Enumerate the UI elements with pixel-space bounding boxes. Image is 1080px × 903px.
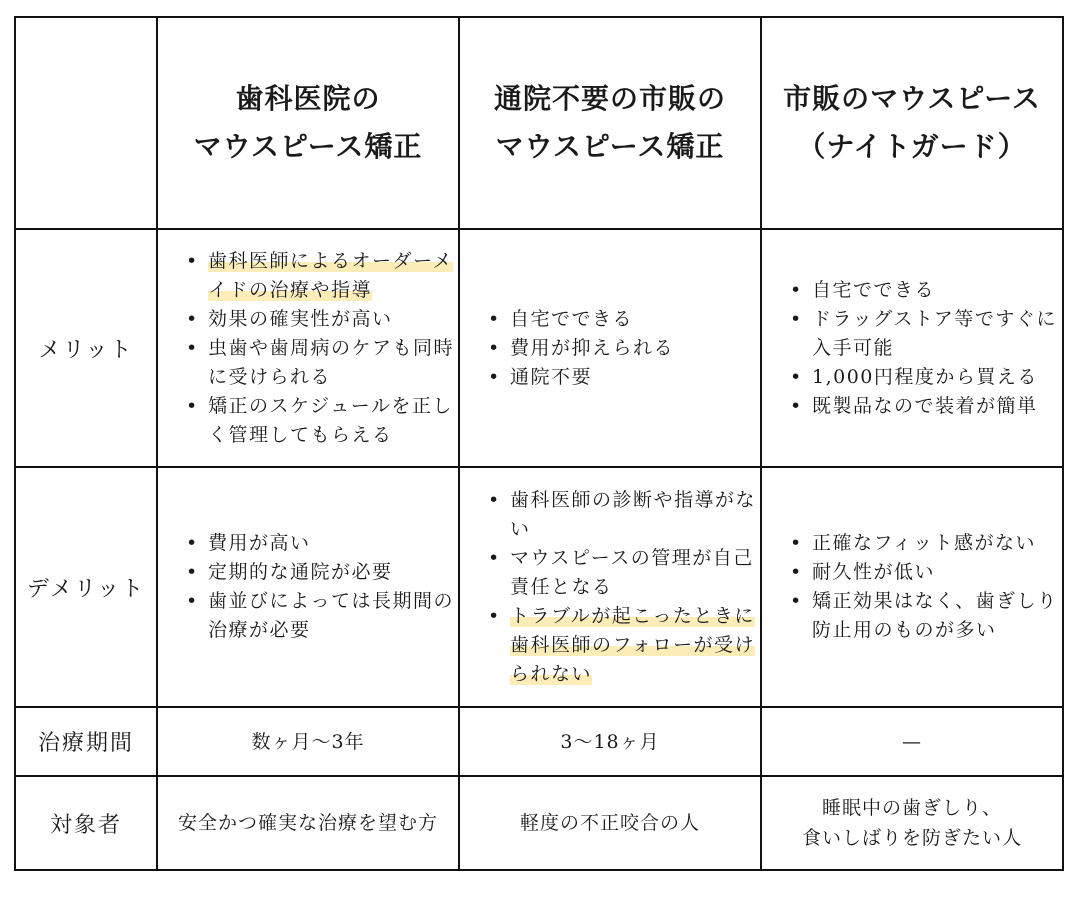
bullet-item	[186, 334, 458, 392]
column-header-night-guard	[761, 17, 1063, 229]
cell-text: 数ヶ月〜3年	[251, 730, 365, 753]
cell-text: 3〜18ヶ月	[560, 730, 660, 753]
bullet-list	[158, 247, 458, 450]
bullet-item	[790, 558, 1062, 587]
row-label-target: 対象者	[15, 776, 157, 870]
row-label-demerit: デメリット	[15, 467, 157, 707]
merit-cell-commercial-aligner	[459, 229, 761, 467]
cell-text: —	[902, 730, 922, 753]
target-cell-commercial-aligner	[459, 776, 761, 870]
period-row	[15, 707, 1063, 776]
bullet-item	[790, 529, 1062, 558]
target-cell-night-guard	[761, 776, 1063, 870]
bullet-item	[488, 363, 760, 392]
bullet-text: 虫歯や歯周病のケアも同時に受けられる	[208, 336, 455, 388]
bullet-text: 自宅でできる	[812, 278, 936, 301]
cell-text: 睡眠中の歯ぎしり、	[821, 797, 1002, 819]
bullet-text: 定期的な通院が必要	[208, 561, 393, 583]
comparison-table	[14, 16, 1064, 871]
column-header-line: 市販のマウスピース	[783, 82, 1041, 115]
bullet-list	[460, 305, 760, 392]
corner-cell	[15, 17, 157, 229]
column-header-clinic	[157, 17, 459, 229]
demerit-cell-clinic	[157, 467, 459, 707]
bullet-text: 通院不要	[510, 365, 593, 388]
bullet-text: 歯科医師によるオーダーメイドの治療や指導	[208, 249, 454, 301]
period-cell-night-guard	[761, 707, 1063, 776]
bullet-item	[186, 558, 458, 587]
bullet-item	[488, 334, 760, 363]
column-header-line: （ナイトガード）	[797, 130, 1027, 163]
bullet-text: 1,000円程度から買える	[812, 365, 1038, 388]
cell-text: 軽度の不正咬合の人	[519, 812, 700, 834]
bullet-item	[186, 529, 458, 558]
target-row	[15, 776, 1063, 870]
bullet-text: 矯正のスケジュールを正しく管理してもらえる	[208, 394, 453, 446]
bullet-item	[488, 486, 760, 544]
bullet-item	[186, 247, 458, 305]
cell-text: 安全かつ確実な治療を望む方	[177, 812, 438, 834]
column-header-line: 歯科医院の	[235, 82, 381, 115]
column-header-line: 通院不要の市販の	[493, 82, 726, 115]
bullet-item	[488, 602, 760, 689]
merit-row	[15, 229, 1063, 467]
column-header-commercial-aligner	[459, 17, 761, 229]
bullet-text: 歯科医師の診断や指導がない	[510, 488, 757, 540]
bullet-text: 正確なフィット感がない	[812, 532, 1036, 554]
bullet-item	[186, 587, 458, 645]
bullet-item	[790, 392, 1062, 421]
demerit-cell-commercial-aligner	[459, 467, 761, 707]
target-cell-clinic	[157, 776, 459, 870]
bullet-text: 既製品なので装着が簡単	[812, 394, 1038, 417]
bullet-list	[762, 529, 1062, 645]
bullet-text: トラブルが起こったときに歯科医師のフォローが受けられない	[510, 604, 756, 685]
demerit-cell-night-guard	[761, 467, 1063, 707]
bullet-item	[790, 587, 1062, 645]
bullet-list	[158, 529, 458, 645]
bullet-text: 歯並びによっては長期間の治療が必要	[208, 590, 455, 641]
header-row	[15, 17, 1063, 229]
row-label-merit: メリット	[15, 229, 157, 467]
bullet-item	[790, 363, 1062, 392]
bullet-text: マウスピースの管理が自己責任となる	[510, 546, 754, 598]
bullet-item	[186, 392, 458, 450]
bullet-text: 耐久性が低い	[812, 561, 936, 583]
bullet-list	[762, 276, 1062, 421]
row-label-period: 治療期間	[15, 707, 157, 776]
bullet-text: ドラッグストア等ですぐに入手可能	[812, 307, 1057, 359]
bullet-text: 費用が抑えられる	[510, 336, 675, 359]
merit-cell-night-guard	[761, 229, 1063, 467]
demerit-row	[15, 467, 1063, 707]
period-cell-clinic	[157, 707, 459, 776]
column-header-line: マウスピース矯正	[495, 130, 725, 163]
bullet-text: 矯正効果はなく、歯ぎしり防止用のものが多い	[812, 590, 1058, 641]
cell-text: 食いしばりを防ぎたい人	[801, 827, 1022, 849]
bullet-item	[186, 305, 458, 334]
bullet-item	[790, 305, 1062, 363]
bullet-item	[790, 276, 1062, 305]
period-cell-commercial-aligner	[459, 707, 761, 776]
column-header-line: マウスピース矯正	[193, 130, 423, 163]
bullet-text: 自宅でできる	[510, 307, 634, 330]
bullet-text: 費用が高い	[208, 532, 311, 554]
bullet-list	[460, 486, 760, 689]
bullet-item	[488, 305, 760, 334]
bullet-text: 効果の確実性が高い	[208, 307, 393, 330]
bullet-item	[488, 544, 760, 602]
merit-cell-clinic	[157, 229, 459, 467]
